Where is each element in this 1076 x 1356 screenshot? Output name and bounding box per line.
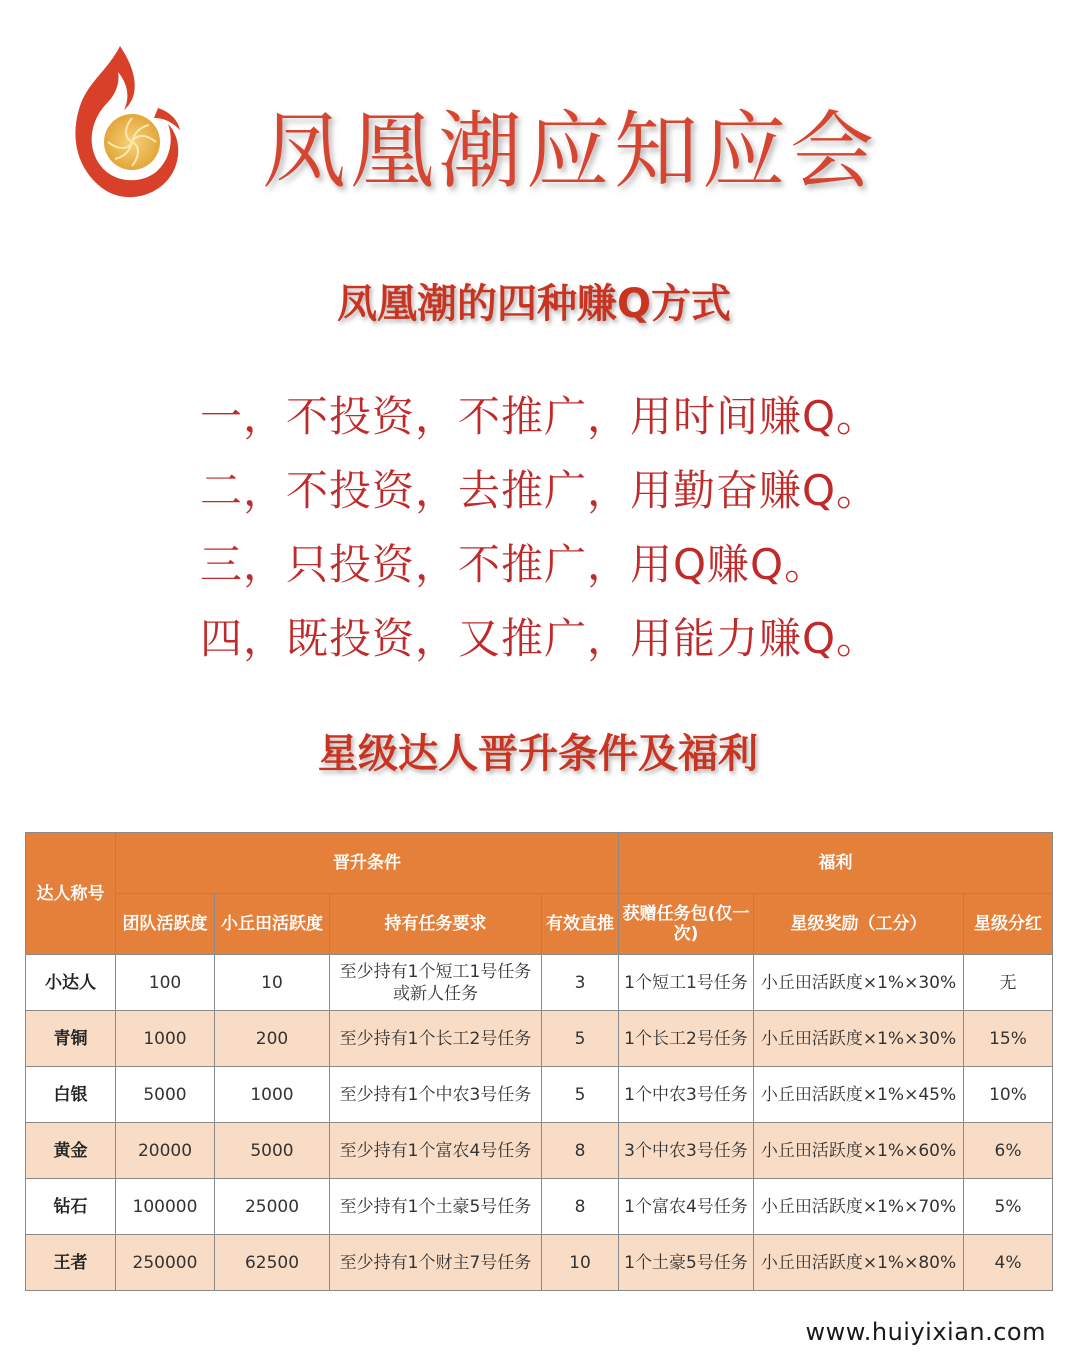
cell-gift: 1个中农3号任务	[619, 1067, 754, 1123]
cell-task: 至少持有1个短工1号任务或新人任务	[330, 955, 542, 1011]
cell-reward: 小丘田活跃度×1%×30%	[754, 955, 964, 1011]
header-group-benefits: 福利	[619, 833, 1053, 894]
cell-team: 250000	[116, 1235, 215, 1291]
header-star-bonus: 星级分红	[964, 894, 1053, 955]
cell-task: 至少持有1个中农3号任务	[330, 1067, 542, 1123]
method-item: 三，只投资，不推广，用Q赚Q。	[200, 540, 828, 589]
cell-gift: 1个长工2号任务	[619, 1011, 754, 1067]
method-item: 四，既投资，又推广，用能力赚Q。	[200, 614, 880, 663]
cell-direct: 3	[542, 955, 619, 1011]
cell-direct: 8	[542, 1179, 619, 1235]
cell-bonus: 10%	[964, 1067, 1053, 1123]
cell-gift: 1个短工1号任务	[619, 955, 754, 1011]
cell-name: 钻石	[26, 1179, 116, 1235]
cell-reward: 小丘田活跃度×1%×70%	[754, 1179, 964, 1235]
cell-bonus: 6%	[964, 1123, 1053, 1179]
header-direct-referrals: 有效直推	[542, 894, 619, 955]
cell-reward: 小丘田活跃度×1%×80%	[754, 1235, 964, 1291]
cell-field: 10	[215, 955, 330, 1011]
cell-team: 5000	[116, 1067, 215, 1123]
header-gift-package-label: 获赠任务包(仅一次)	[622, 904, 750, 944]
phoenix-flame-logo-icon	[58, 42, 182, 202]
cell-gift: 1个土豪5号任务	[619, 1235, 754, 1291]
table-row	[26, 1235, 1053, 1291]
header-task-requirement: 持有任务要求	[330, 894, 542, 955]
page-title: 凤凰潮应知应会	[262, 102, 879, 200]
header-group-conditions: 晋升条件	[116, 833, 619, 894]
cell-team: 1000	[116, 1011, 215, 1067]
cell-direct: 8	[542, 1123, 619, 1179]
cell-field: 5000	[215, 1123, 330, 1179]
cell-field: 25000	[215, 1179, 330, 1235]
cell-bonus: 5%	[964, 1179, 1053, 1235]
table-row	[26, 955, 1053, 1011]
cell-task: 至少持有1个土豪5号任务	[330, 1179, 542, 1235]
table-row	[26, 1067, 1053, 1123]
cell-team: 100000	[116, 1179, 215, 1235]
cell-bonus: 15%	[964, 1011, 1053, 1067]
header-title-name: 达人称号	[26, 833, 116, 955]
cell-team: 100	[116, 955, 215, 1011]
cell-name: 白银	[26, 1067, 116, 1123]
cell-reward: 小丘田活跃度×1%×45%	[754, 1067, 964, 1123]
header-star-reward: 星级奖励（工分）	[754, 894, 964, 955]
cell-field: 200	[215, 1011, 330, 1067]
star-level-table	[25, 832, 1052, 1291]
cell-task: 至少持有1个富农4号任务	[330, 1123, 542, 1179]
cell-reward: 小丘田活跃度×1%×30%	[754, 1011, 964, 1067]
section-title-star-levels: 星级达人晋升条件及福利	[318, 731, 758, 777]
methods-list	[200, 380, 960, 676]
header-field-activity: 小丘田活跃度	[215, 894, 330, 955]
section-title-earning-methods: 凤凰潮的四种赚Q方式	[336, 281, 731, 327]
cell-name: 王者	[26, 1235, 116, 1291]
watermark-url: www.huiyixian.com	[805, 1318, 1046, 1346]
table-row	[26, 1123, 1053, 1179]
cell-team: 20000	[116, 1123, 215, 1179]
table-row	[26, 1179, 1053, 1235]
cell-reward: 小丘田活跃度×1%×60%	[754, 1123, 964, 1179]
method-item: 一，不投资，不推广，用时间赚Q。	[200, 392, 880, 441]
cell-name: 小达人	[26, 955, 116, 1011]
cell-task: 至少持有1个财主7号任务	[330, 1235, 542, 1291]
header-gift-package	[619, 894, 754, 955]
cell-task: 至少持有1个长工2号任务	[330, 1011, 542, 1067]
cell-field: 1000	[215, 1067, 330, 1123]
cell-gift: 3个中农3号任务	[619, 1123, 754, 1179]
cell-direct: 10	[542, 1235, 619, 1291]
cell-direct: 5	[542, 1011, 619, 1067]
cell-field: 62500	[215, 1235, 330, 1291]
cell-bonus: 4%	[964, 1235, 1053, 1291]
cell-bonus: 无	[964, 955, 1053, 1011]
cell-name: 青铜	[26, 1011, 116, 1067]
cell-name: 黄金	[26, 1123, 116, 1179]
header-team-activity: 团队活跃度	[116, 894, 215, 955]
table-row	[26, 1011, 1053, 1067]
cell-direct: 5	[542, 1067, 619, 1123]
method-item: 二，不投资，去推广，用勤奋赚Q。	[200, 466, 880, 515]
cell-gift: 1个富农4号任务	[619, 1179, 754, 1235]
